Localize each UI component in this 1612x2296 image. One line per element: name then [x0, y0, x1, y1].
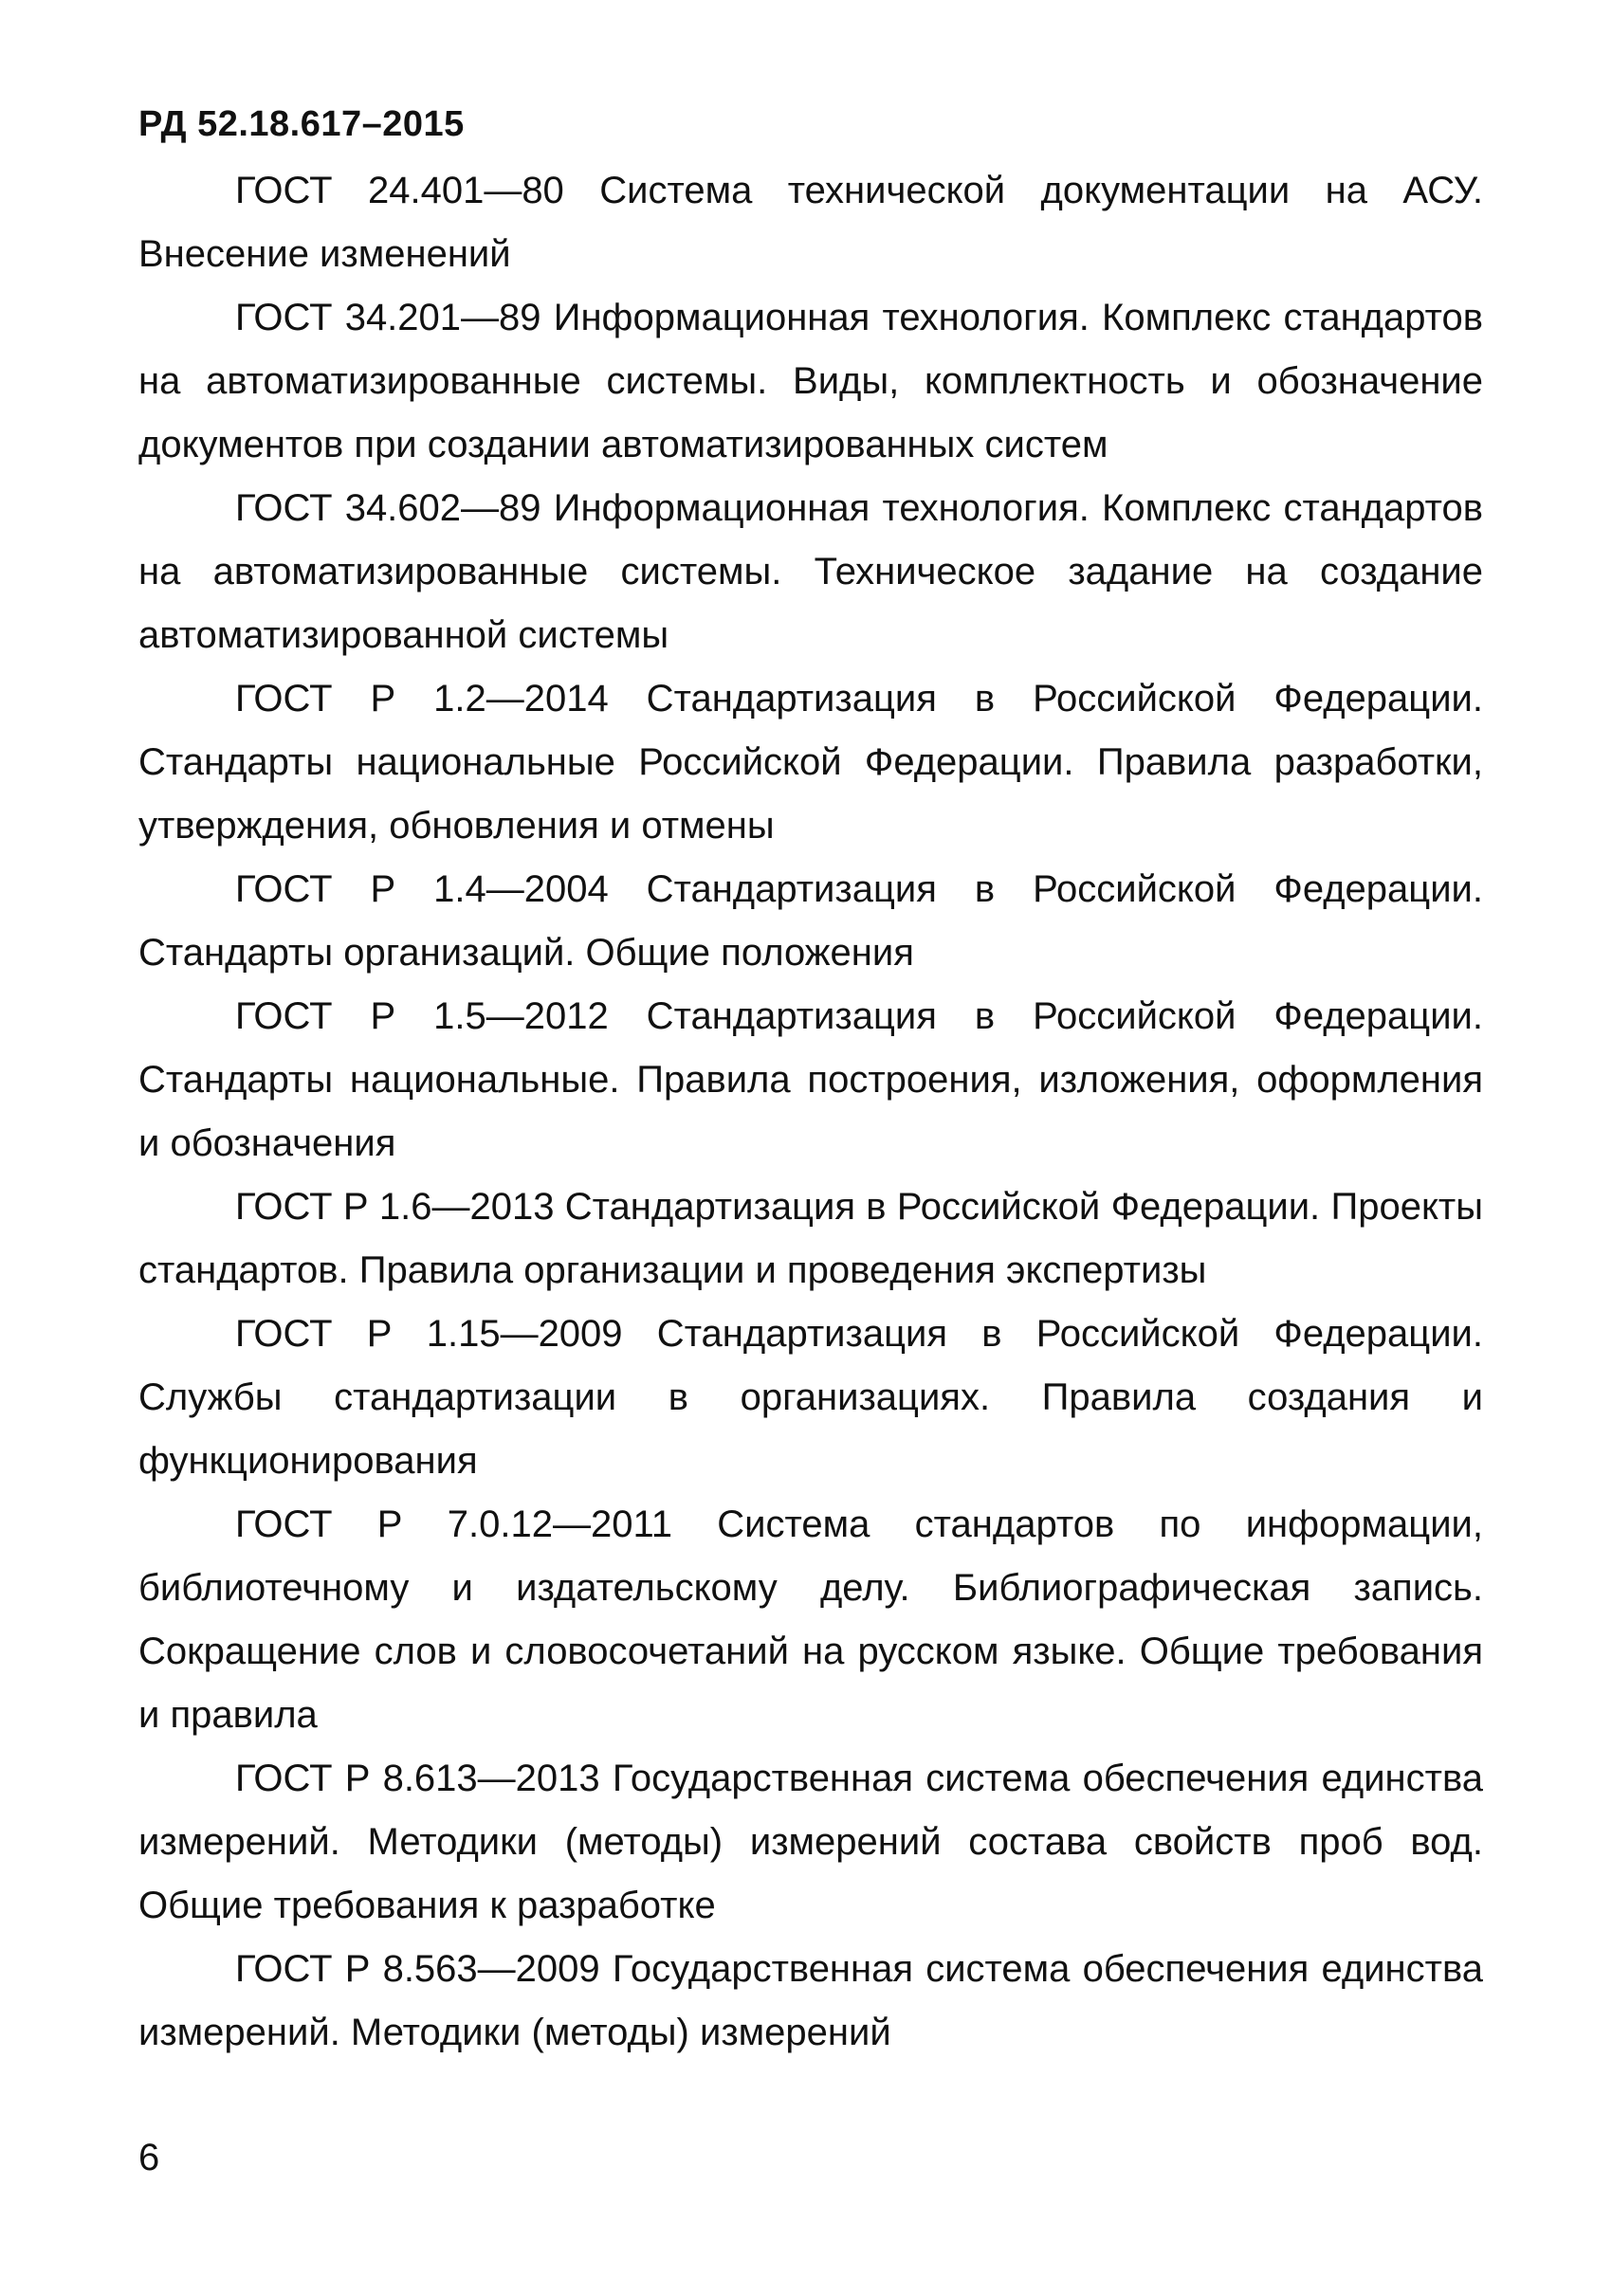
- reference-entry: ГОСТ Р 1.4—2004 Стандартизация в Российской Федерации. Стандарты организаций. Общие положения: [138, 868, 1483, 974]
- page-number: 6: [138, 2137, 160, 2178]
- reference-entry: ГОСТ Р 7.0.12—2011 Система стандартов по информации, библиотечному и издательскому делу. Библиографическая запись. Сокращение слов и словосочетаний на русском языке. Общие требования и правила: [138, 1503, 1483, 1736]
- reference-entry: ГОСТ Р 1.15—2009 Стандартизация в Российской Федерации. Службы стандартизации в организациях. Правила создания и функционирования: [138, 1313, 1483, 1482]
- reference-entry: ГОСТ Р 8.613—2013 Государственная система обеспечения единства измерений. Методики (методы) измерений состава свойств проб вод. Общие требования к разработке: [138, 1758, 1483, 1926]
- reference-entry: ГОСТ 34.602—89 Информационная технология. Комплекс стандартов на автоматизированные системы. Техническое задание на создание автоматизированной системы: [138, 487, 1483, 656]
- reference-entry: ГОСТ Р 8.563—2009 Государственная система обеспечения единства измерений. Методики (методы) измерений: [138, 1948, 1483, 2053]
- reference-entry: ГОСТ Р 1.6—2013 Стандартизация в Российской Федерации. Проекты стандартов. Правила организации и проведения экспертизы: [138, 1186, 1483, 1291]
- reference-entry: ГОСТ Р 1.2—2014 Стандартизация в Российской Федерации. Стандарты национальные Российской Федерации. Правила разработки, утверждения, обновления и отмены: [138, 678, 1483, 847]
- reference-entry: ГОСТ Р 1.5—2012 Стандартизация в Российской Федерации. Стандарты национальные. Правила построения, изложения, оформления и обозначения: [138, 995, 1483, 1164]
- reference-entry: ГОСТ 34.201—89 Информационная технология. Комплекс стандартов на автоматизированные системы. Виды, комплектность и обозначение документов при создании автоматизированных систем: [138, 297, 1483, 465]
- document-code: РД 52.18.617–2015: [138, 104, 465, 144]
- reference-list: [138, 159, 1483, 2065]
- reference-entry: ГОСТ 24.401—80 Система технической документации на АСУ. Внесение изменений: [138, 170, 1483, 275]
